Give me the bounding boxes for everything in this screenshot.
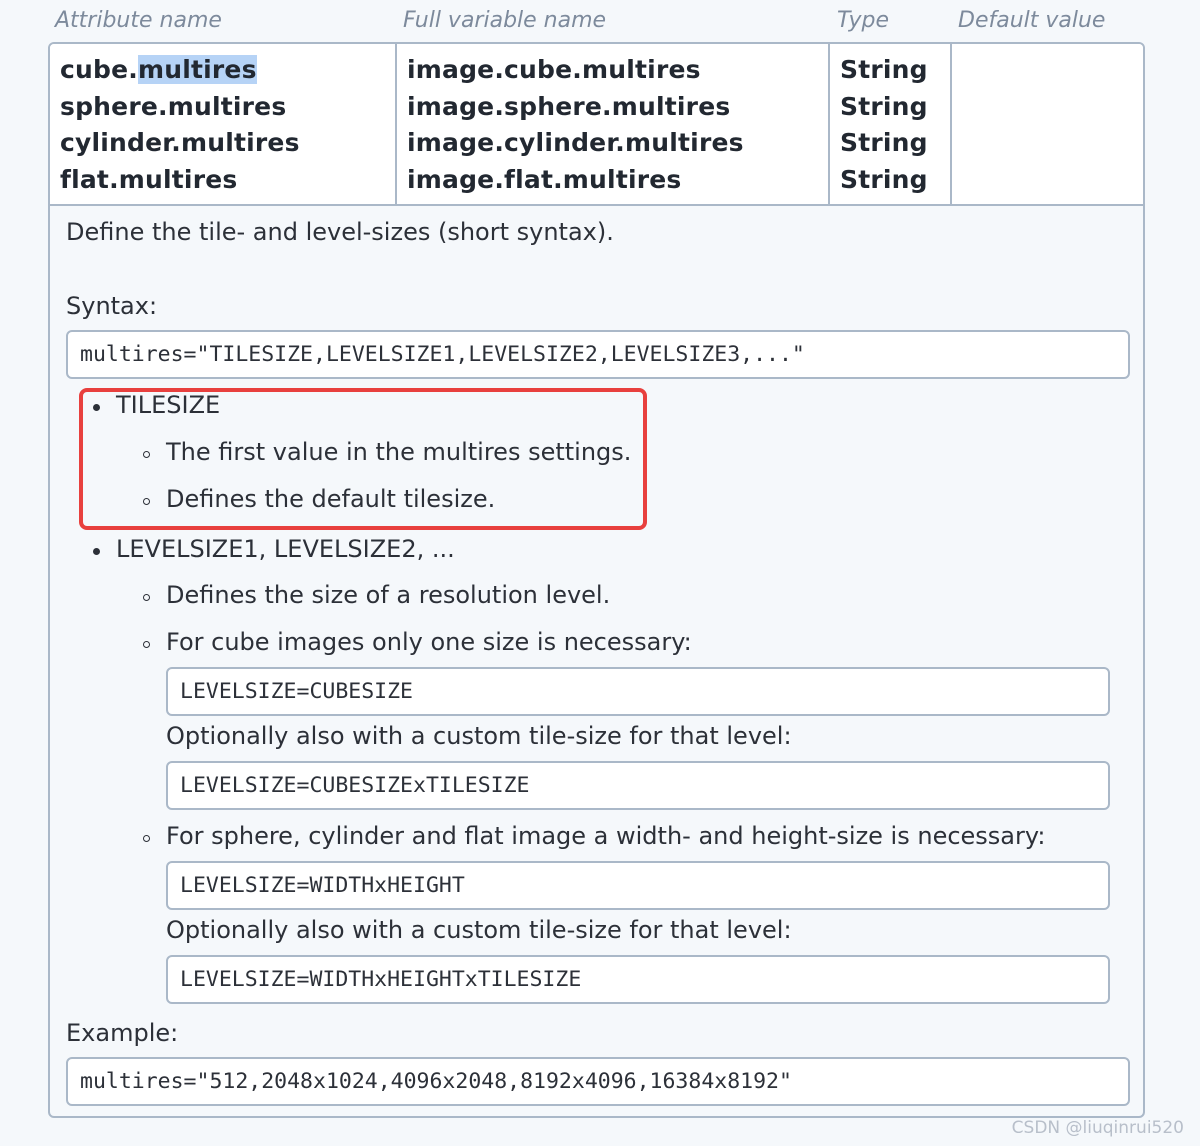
tilesize-item: The first value in the multires settings. [166,438,632,466]
code-cube-tile-size[interactable]: LEVELSIZE=CUBESIZExTILESIZE [166,761,1110,810]
code-width-height[interactable]: LEVELSIZE=WIDTHxHEIGHT [166,861,1110,910]
header-full-variable-name: Full variable name [403,8,607,33]
circle-bullet-icon [143,594,150,601]
optional-cube-text: Optionally also with a custom tile-size for that level: [166,722,792,750]
attribute-cell[interactable]: cylinder.multires [60,128,300,157]
header-default-value: Default value [958,8,1106,33]
type-cell: String [840,164,928,194]
red-highlight-annotation [79,388,647,530]
bullet-icon [93,548,100,555]
full-variable-name-column [397,44,830,204]
attribute-prefix: cube. [60,55,138,84]
example-label: Example: [66,1019,179,1047]
levelsize-item: For cube images only one size is necessary: [166,628,692,656]
levelsize-title: LEVELSIZE1, LEVELSIZE2, ... [116,535,455,563]
full-variable-cell[interactable]: image.flat.multires [407,164,682,194]
attribute-table [50,44,1143,206]
circle-bullet-icon [143,641,150,648]
levelsize-item: For sphere, cylinder and flat image a width- and height-size is necessary: [166,822,1046,850]
optional-wh-text: Optionally also with a custom tile-size for that level: [166,916,792,944]
example-code-block[interactable]: multires="512,2048x1024,4096x2048,8192x4096,16384x8192" [66,1057,1130,1106]
selected-text[interactable]: multires [137,55,257,84]
attribute-cell[interactable]: flat.multires [60,164,238,194]
type-column [830,44,952,204]
tilesize-title: TILESIZE [116,391,221,419]
type-cell: String [840,55,928,84]
header-attribute-name: Attribute name [55,8,222,33]
code-width-height-tile[interactable]: LEVELSIZE=WIDTHxHEIGHTxTILESIZE [166,955,1110,1004]
default-value-column [952,44,1143,204]
code-cube-size[interactable]: LEVELSIZE=CUBESIZE [166,667,1110,716]
attribute-cell[interactable] [60,52,395,89]
type-cell: String [840,128,928,157]
watermark: CSDN @liuqinrui520 [1011,1118,1184,1138]
full-variable-cell[interactable]: image.cylinder.multires [407,128,744,157]
syntax-code-block[interactable]: multires="TILESIZE,LEVELSIZE1,LEVELSIZE2,LEVELSIZE3,..." [66,330,1130,379]
type-cell: String [840,91,928,121]
full-variable-cell[interactable]: image.cube.multires [407,55,701,84]
attribute-name-column [50,44,397,204]
description-intro: Define the tile- and level-sizes (short syntax). [66,218,614,246]
levelsize-item: Defines the size of a resolution level. [166,581,611,609]
full-variable-cell[interactable]: image.sphere.multires [407,91,731,121]
attribute-cell[interactable]: sphere.multires [60,91,287,121]
tilesize-item: Defines the default tilesize. [166,485,496,513]
header-type: Type [837,8,890,33]
syntax-label: Syntax: [66,292,158,320]
table-header [0,8,1200,38]
circle-bullet-icon [143,835,150,842]
